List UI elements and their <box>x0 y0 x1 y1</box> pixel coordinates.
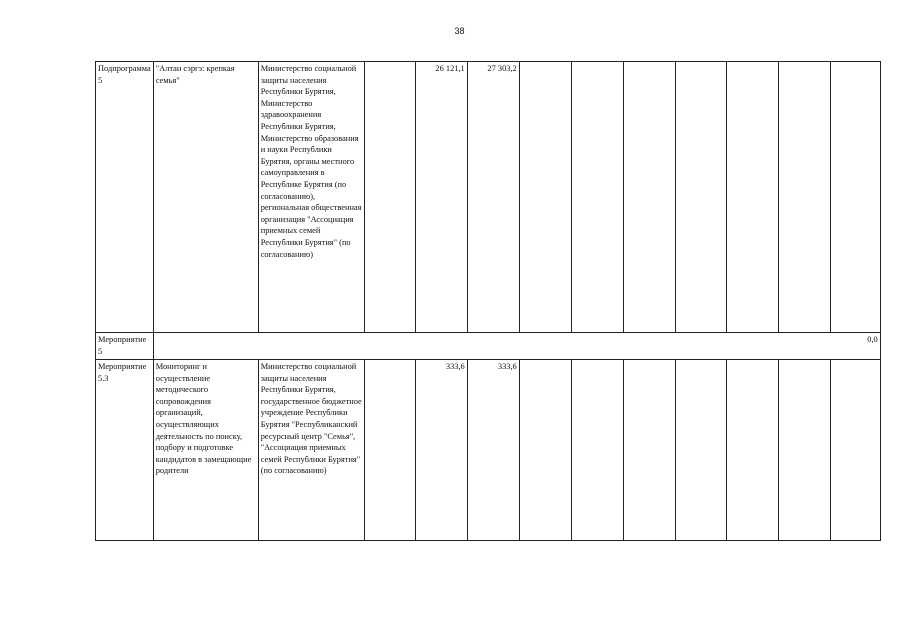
value-cell <box>519 62 571 333</box>
value-cell <box>623 360 675 541</box>
row-type-cell: Мероприятие 5 <box>96 333 154 360</box>
table-row-measure-5 <box>96 333 881 360</box>
value-cell <box>726 360 778 541</box>
value-cell <box>623 62 675 333</box>
value-cell <box>364 360 415 541</box>
row-executor-cell: Министерство социальной защиты населения Республики Бурятия, Министерство здравоохранения Республики Бурятия, Министерство образования и науки Республики Бурятия, органы местного самоуправления в Республике Бурятия (по согласованию), региональная общественная организация "Ассоциация приемных семей Республики Бурятия" (по согласованию) <box>258 62 364 333</box>
value-cell <box>519 360 571 541</box>
value-cell <box>778 360 830 541</box>
value-cell: 26 121,1 <box>415 62 467 333</box>
value-cell <box>778 62 830 333</box>
table-row-subprogram-5 <box>96 62 881 333</box>
budget-table <box>95 61 881 541</box>
value-cell: 333,6 <box>467 360 519 541</box>
value-cell <box>571 62 623 333</box>
value-cell <box>726 62 778 333</box>
value-cell <box>571 360 623 541</box>
value-cell <box>675 62 726 333</box>
value-cell <box>830 62 880 333</box>
page-number: 38 <box>454 26 465 36</box>
merged-value-cell: 0,0 <box>153 333 880 360</box>
row-type-cell: Мероприятие 5.3 <box>96 360 154 541</box>
row-executor-cell: Министерство социальной защиты населения Республики Бурятия, государственное бюджетное учреждение Республики Бурятия "Республиканский ресурсный центр "Семья", "Ассоциация приемных семей Республики Бурятия" (по согласованию) <box>258 360 364 541</box>
table-row-measure-5-3 <box>96 360 881 541</box>
value-cell <box>364 62 415 333</box>
value-cell: 333,6 <box>415 360 467 541</box>
row-name-cell: "Алтан сэргэ: крепкая семья" <box>153 62 258 333</box>
row-type-cell: Подпрограмма 5 <box>96 62 154 333</box>
value-cell <box>830 360 880 541</box>
row-name-cell: Мониторинг и осуществление методического сопровождения организаций, осуществляющих деятельность по поиску, подбору и подготовке кандидатов в замещающие родители <box>153 360 258 541</box>
value-cell: 27 303,2 <box>467 62 519 333</box>
value-cell <box>675 360 726 541</box>
